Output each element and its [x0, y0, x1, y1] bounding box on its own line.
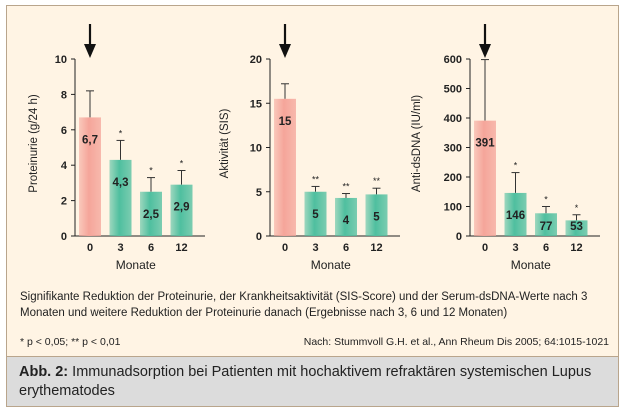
chart-panel-3 [411, 24, 600, 272]
y-tick-label: 0 [455, 231, 462, 243]
x-axis-title: Monate [115, 258, 156, 272]
y-tick-label: 600 [443, 54, 462, 66]
bar-value-label: 4 [342, 214, 350, 227]
x-tick-label: 6 [147, 242, 155, 254]
figure-title: Immunadsorption bei Patienten mit hochaktivem refraktären systemischen Lupus erythematodes [19, 364, 592, 399]
source-citation: Nach: Stummvoll G.H. et al., Ann Rheum Dis 2005; 64:1015-1021 [303, 336, 609, 348]
y-axis-title: Anti-dsDNA (IU/ml) [411, 94, 423, 193]
y-axis-title: Aktivität (SIS) [219, 108, 231, 179]
y-tick-label: 500 [443, 83, 462, 96]
significance-marker: * [118, 128, 123, 139]
significance-marker: ** [311, 174, 320, 185]
significance-marker: * [574, 202, 579, 213]
figure-caption: Signifikante Reduktion der Proteinurie, der Krankheitsaktivität (SIS-Score) und der Serum-dsDNA-Werte nach 3 Monaten und weitere Reduktion der Proteinurie danach (Ergebnisse nach 3, 6 und 12 Monaten) [20, 291, 588, 319]
y-tick-label: 20 [249, 54, 262, 66]
significance-marker: * [179, 158, 184, 169]
significance-marker: ** [372, 176, 381, 187]
figure-title-box [7, 356, 618, 406]
bar-value-label: 391 [475, 137, 495, 150]
x-tick-label: 3 [312, 242, 319, 254]
y-tick-label: 100 [443, 201, 462, 214]
bar-value-label: 6,7 [82, 134, 98, 147]
y-tick-label: 300 [443, 142, 462, 155]
chart-panel-1 [28, 24, 205, 272]
x-tick-label: 0 [86, 242, 94, 254]
x-axis-title: Monate [310, 258, 351, 272]
bar-value-label: 2,5 [143, 208, 159, 221]
bar-value-label: 146 [505, 209, 526, 222]
treatment-arrow-head [479, 44, 491, 58]
y-tick-label: 10 [54, 54, 67, 66]
y-tick-label: 2 [60, 195, 67, 208]
treatment-arrow-head [84, 44, 96, 58]
y-tick-label: 4 [60, 160, 67, 173]
significance-marker: * [513, 160, 518, 171]
bar-value-label: 5 [373, 211, 380, 224]
bar-value-label: 4,3 [112, 176, 129, 189]
bar-value-label: 53 [570, 221, 583, 233]
y-tick-label: 6 [60, 124, 67, 137]
y-tick-label: 15 [249, 98, 262, 111]
significance-marker: ** [342, 181, 350, 192]
significance-footnote: * p < 0,05; ** p < 0,01 [20, 336, 121, 348]
x-tick-label: 12 [175, 242, 188, 254]
x-tick-label: 0 [281, 242, 289, 254]
x-tick-label: 12 [370, 242, 383, 254]
y-tick-label: 0 [255, 231, 262, 243]
bar-value-label: 15 [278, 115, 292, 128]
charts-area [7, 6, 618, 288]
y-tick-label: 10 [249, 142, 262, 155]
figure-frame [6, 5, 619, 407]
significance-marker: * [544, 194, 548, 205]
x-axis-title: Monate [510, 258, 551, 272]
bar-value-label: 2,9 [173, 201, 190, 214]
figure-label: Abb. 2: [19, 364, 69, 380]
y-tick-label: 200 [443, 172, 462, 184]
x-tick-label: 0 [481, 242, 489, 254]
treatment-arrow-head [279, 44, 291, 58]
chart-panel-2 [219, 24, 400, 272]
y-axis-title: Proteinurie (g/24 h) [28, 94, 40, 193]
y-tick-label: 0 [60, 231, 67, 243]
x-tick-label: 3 [117, 242, 124, 254]
y-tick-label: 400 [443, 113, 462, 125]
x-tick-label: 12 [570, 242, 583, 254]
y-tick-label: 5 [255, 186, 262, 199]
bar-value-label: 77 [539, 221, 553, 233]
significance-marker: * [149, 165, 153, 176]
bar-3 [110, 160, 132, 236]
x-tick-label: 6 [542, 242, 550, 254]
y-tick-label: 8 [60, 89, 67, 102]
x-tick-label: 6 [342, 242, 350, 254]
x-tick-label: 3 [512, 242, 519, 254]
bar-value-label: 5 [312, 208, 319, 221]
